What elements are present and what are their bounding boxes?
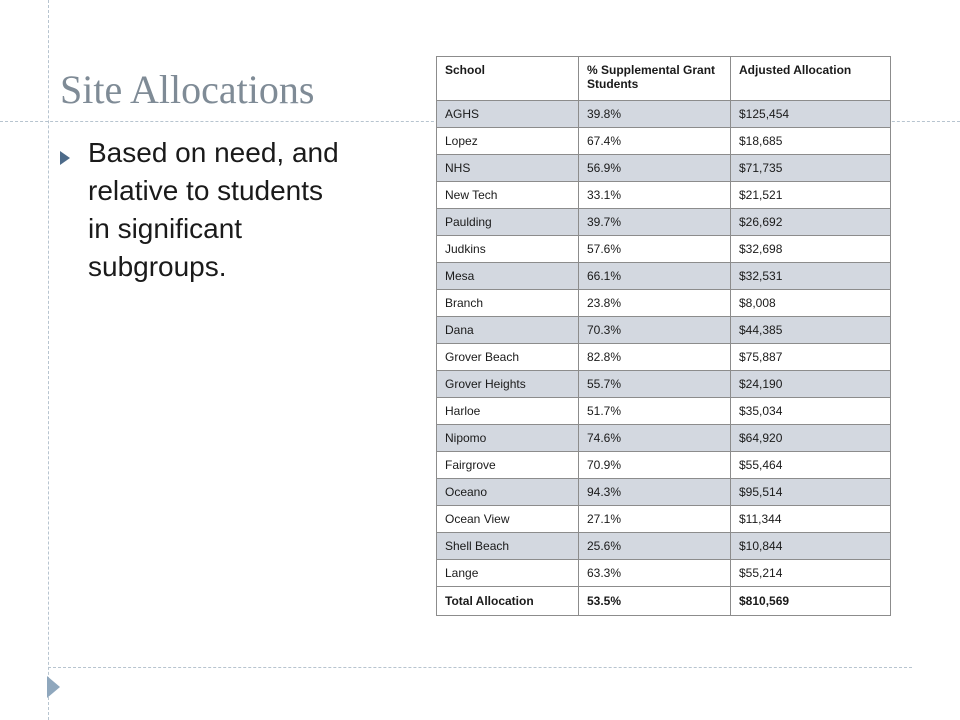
bottom-divider [48,667,912,668]
percent-cell: 39.7% [579,209,731,236]
left-divider [48,0,49,720]
percent-cell: 27.1% [579,506,731,533]
table-row [437,479,891,506]
table-row [437,209,891,236]
school-cell: Harloe [437,398,579,425]
table-row [437,371,891,398]
school-cell: Grover Beach [437,344,579,371]
allocation-cell: $10,844 [731,533,891,560]
allocation-table [436,56,891,616]
school-cell: Shell Beach [437,533,579,560]
allocation-cell: $21,521 [731,182,891,209]
header-school: School [437,57,579,101]
school-cell: Dana [437,317,579,344]
table-row [437,560,891,587]
table-row [437,290,891,317]
percent-cell: 74.6% [579,425,731,452]
table-row [437,236,891,263]
percent-cell: 82.8% [579,344,731,371]
percent-cell: 55.7% [579,371,731,398]
table-row [437,182,891,209]
school-cell: Lange [437,560,579,587]
bullet-text: Based on need, and relative to students in significant subgroups. [88,137,339,282]
percent-cell: 39.8% [579,101,731,128]
header-supplemental-percent: % Supplemental Grant Students [579,57,731,101]
percent-cell: 67.4% [579,128,731,155]
percent-cell: 51.7% [579,398,731,425]
table-row [437,101,891,128]
table-row [437,452,891,479]
school-cell: Lopez [437,128,579,155]
percent-cell: 66.1% [579,263,731,290]
header-adjusted-allocation: Adjusted Allocation [731,57,891,101]
table-row [437,128,891,155]
percent-cell: 25.6% [579,533,731,560]
school-cell: Oceano [437,479,579,506]
allocation-cell: $44,385 [731,317,891,344]
school-cell: Paulding [437,209,579,236]
allocation-cell: $32,531 [731,263,891,290]
allocation-cell: $35,034 [731,398,891,425]
table-row [437,506,891,533]
allocation-cell: $11,344 [731,506,891,533]
allocation-cell: $95,514 [731,479,891,506]
allocation-cell: $125,454 [731,101,891,128]
total-allocation: $810,569 [731,587,891,616]
allocation-cell: $8,008 [731,290,891,317]
allocation-cell: $75,887 [731,344,891,371]
triangle-bullet-icon [60,151,70,165]
percent-cell: 23.8% [579,290,731,317]
percent-cell: 70.3% [579,317,731,344]
allocation-cell: $64,920 [731,425,891,452]
school-cell: New Tech [437,182,579,209]
total-label: Total Allocation [437,587,579,616]
school-cell: Grover Heights [437,371,579,398]
percent-cell: 57.6% [579,236,731,263]
school-cell: AGHS [437,101,579,128]
school-cell: Mesa [437,263,579,290]
school-cell: Fairgrove [437,452,579,479]
percent-cell: 94.3% [579,479,731,506]
table-row [437,425,891,452]
allocation-cell: $26,692 [731,209,891,236]
table-row [437,344,891,371]
total-percent: 53.5% [579,587,731,616]
allocation-cell: $55,214 [731,560,891,587]
school-cell: Branch [437,290,579,317]
percent-cell: 56.9% [579,155,731,182]
allocation-cell: $24,190 [731,371,891,398]
allocation-cell: $71,735 [731,155,891,182]
table-row [437,317,891,344]
allocation-cell: $18,685 [731,128,891,155]
percent-cell: 33.1% [579,182,731,209]
table-row [437,533,891,560]
slide-title: Site Allocations [60,67,315,112]
school-cell: Nipomo [437,425,579,452]
triangle-corner-icon [47,676,60,698]
percent-cell: 70.9% [579,452,731,479]
table-row [437,398,891,425]
allocation-cell: $55,464 [731,452,891,479]
table-row [437,263,891,290]
percent-cell: 63.3% [579,560,731,587]
allocation-cell: $32,698 [731,236,891,263]
school-cell: Ocean View [437,506,579,533]
school-cell: Judkins [437,236,579,263]
school-cell: NHS [437,155,579,182]
table-header-row [437,57,891,101]
total-row [437,587,891,616]
table-row [437,155,891,182]
